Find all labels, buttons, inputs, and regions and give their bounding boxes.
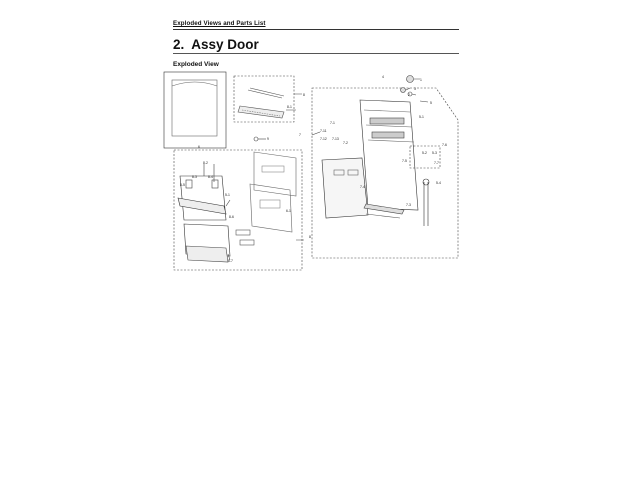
callout-5: 5 — [430, 101, 432, 105]
callout-7-2: 7-2 — [343, 141, 348, 145]
callout-5-1: 5-1 — [419, 115, 424, 119]
callout-3: 3 — [414, 87, 416, 91]
callout-8-3: 8-3 — [192, 175, 197, 179]
callout-8-2: 8-2 — [203, 161, 208, 165]
callout-7-1: 7-1 — [330, 121, 335, 125]
running-header: Exploded Views and Parts List — [173, 20, 266, 27]
callout-8-7: 8-7 — [228, 259, 233, 263]
callout-5-2: 5-2 — [422, 151, 427, 155]
door-front-panel — [172, 80, 217, 136]
callout-7-7: 7-7 — [434, 161, 439, 165]
callout-2: 2 — [408, 93, 410, 97]
callout-5-4: 5-4 — [436, 181, 441, 185]
callout-8-4: 8-4 — [208, 175, 213, 179]
callout-7-11: 7-11 — [320, 129, 327, 133]
callout-7-5: 7-5 — [402, 159, 407, 163]
callout-8-lower: 8 — [309, 235, 311, 239]
callout-7-13: 7-13 — [332, 137, 339, 141]
door-front-frame — [164, 72, 226, 148]
callout-7-6: 7-6 — [442, 143, 447, 147]
callout-7-4: 7-4 — [360, 185, 365, 189]
callout-8: 8 — [303, 93, 305, 97]
callout-5-3: 5-3 — [432, 151, 437, 155]
callout-9: 9 — [267, 137, 269, 141]
callout-6-1: 6-1 — [286, 209, 291, 213]
callout-4: 4 — [382, 75, 384, 79]
subsection-title: Exploded View — [173, 61, 219, 68]
callout-7: 7 — [299, 133, 301, 137]
section-name: Assy Door — [191, 37, 259, 52]
callout-5-1b: 5-1 — [225, 193, 230, 197]
screw-part — [254, 137, 258, 141]
callout-6: 6 — [198, 145, 200, 149]
callout-8-6: 8-6 — [229, 215, 234, 219]
callout-7-3: 7-3 — [406, 203, 411, 207]
callout-7-12: 7-12 — [320, 137, 327, 141]
callout-1: 1 — [420, 78, 422, 82]
section-number: 2. — [173, 37, 185, 52]
callout-8-5: 8-5 — [180, 183, 185, 187]
callout-8-1: 8-1 — [287, 105, 292, 109]
